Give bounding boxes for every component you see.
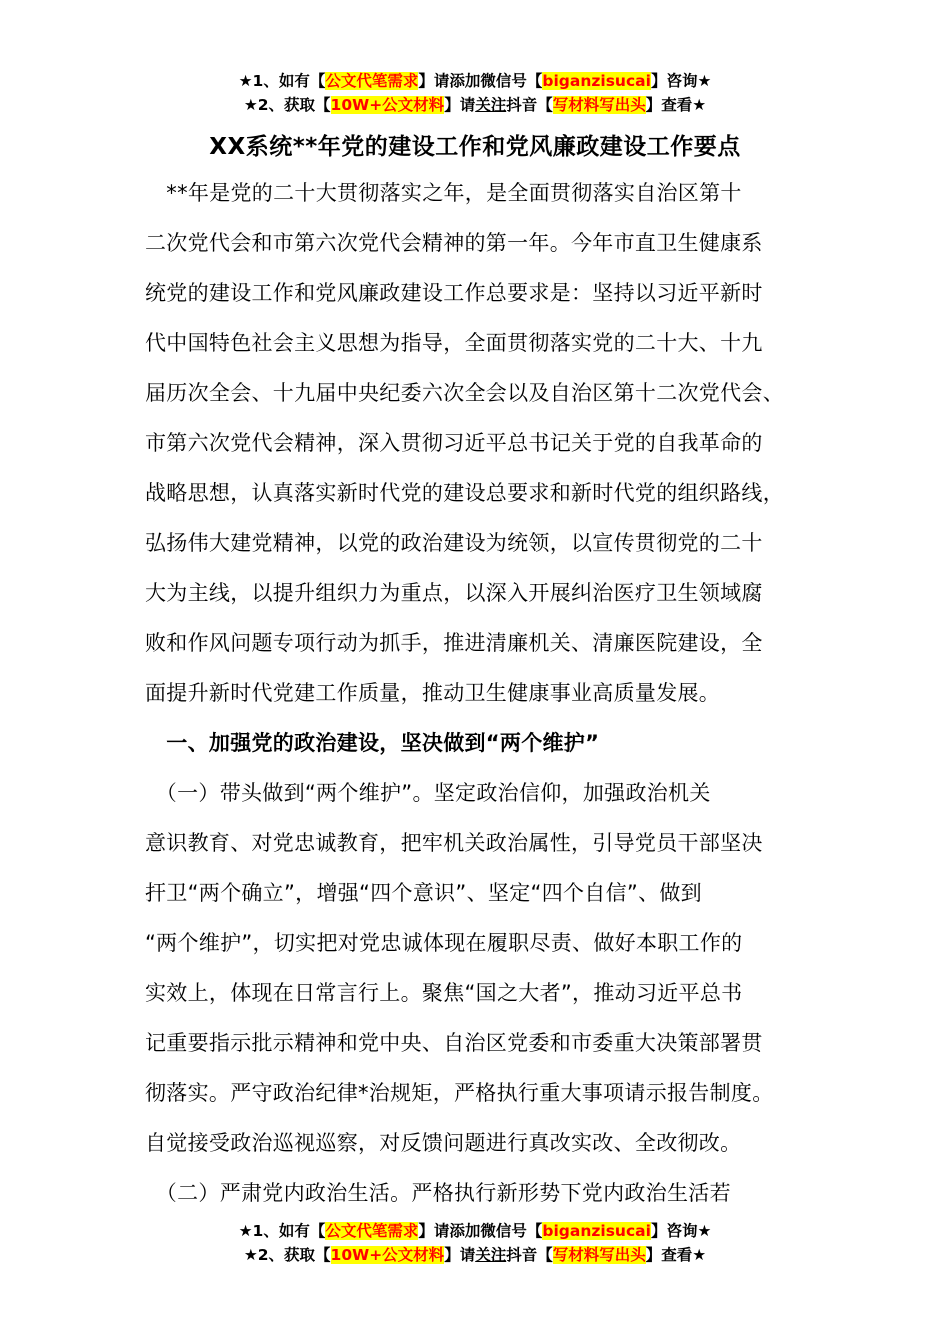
body-line: 实效上，体现在日常言行上。聚焦“国之大者”，推动习近平总书 — [145, 981, 743, 1005]
promo-highlight: 写材料写出头 — [552, 96, 646, 114]
body-line: 弘扬伟大建党精神，以党的政治建设为统领，以宣传贯彻党的二十 — [145, 531, 763, 555]
promo-text: 】咨询★ — [650, 72, 712, 90]
body-line: 意识教育、对党忠诚教育，把牢机关政治属性，引导党员干部坚决 — [145, 831, 763, 855]
promo-text: 】咨询★ — [650, 1222, 712, 1240]
promo-wechat-id: biganzisucai — [542, 1222, 651, 1240]
promo-text: ★2、获取【 — [243, 1246, 331, 1264]
promo-text: 抖音【 — [506, 96, 553, 114]
body-line: （二）严肃党内政治生活。严格执行新形势下党内政治生活若 — [145, 1181, 731, 1205]
promo-text: 】请添加微信号【 — [418, 1222, 543, 1240]
promo-text: 】查看★ — [645, 96, 707, 114]
promo-highlight: 写材料写出头 — [552, 1246, 646, 1264]
body-line: 扞卫“两个确立”，增强“四个意识”、坚定“四个自信”、做到 — [145, 881, 702, 905]
body-line: **年是党的二十大贯彻落实之年，是全面贯彻落实自治区第十 — [145, 181, 742, 205]
body-line: 大为主线，以提升组织力为重点，以深入开展纠治医疗卫生领域腐 — [145, 581, 763, 605]
promo-underlined: 关注 — [475, 96, 507, 114]
promo-text: 】请 — [444, 96, 476, 114]
document-title: XX系统**年党的建设工作和党风廉政建设工作要点 — [209, 134, 741, 160]
promo-line-1 — [0, 70, 950, 92]
promo-line-2-footer — [0, 1244, 950, 1266]
body-line: 面提升新时代党建工作质量，推动卫生健康事业高质量发展。 — [145, 681, 721, 705]
body-line: 届历次全会、十九届中央纪委六次全会以及自治区第十二次党代会、 — [145, 381, 784, 405]
promo-text: 】查看★ — [645, 1246, 707, 1264]
promo-wechat-id: biganzisucai — [542, 72, 651, 90]
promo-line-2 — [0, 94, 950, 116]
promo-highlight: 10W+公文材料 — [330, 1246, 445, 1264]
body-line: 统党的建设工作和党风廉政建设工作总要求是：坚持以习近平新时 — [145, 281, 763, 305]
promo-text: 】请 — [444, 1246, 476, 1264]
body-line: 记重要指示批示精神和党中央、自治区党委和市委重大决策部署贯 — [145, 1031, 763, 1055]
body-line: （一）带头做到“两个维护”。坚定政治信仰，加强政治机关 — [145, 781, 711, 805]
promo-text: ★1、如有【 — [238, 1222, 326, 1240]
body-line: 战略思想，认真落实新时代党的建设总要求和新时代党的组织路线， — [145, 481, 784, 505]
body-line: 市第六次党代会精神，深入贯彻习近平总书记关于党的自我革命的 — [145, 431, 763, 455]
body-line: 代中国特色社会主义思想为指导，全面贯彻落实党的二十大、十九 — [145, 331, 763, 355]
body-line: 彻落实。严守政治纪律*治规矩，严格执行重大事项请示报告制度。 — [145, 1081, 774, 1105]
promo-line-1-footer — [0, 1220, 950, 1242]
promo-text: ★1、如有【 — [238, 72, 326, 90]
promo-highlight: 10W+公文材料 — [330, 96, 445, 114]
body-line: 败和作风问题专项行动为抓手，推进清廉机关、清廉医院建设，全 — [145, 631, 763, 655]
body-line: 二次党代会和市第六次党代会精神的第一年。今年市直卫生健康系 — [145, 231, 763, 255]
promo-highlight: 公文代笔需求 — [325, 72, 419, 90]
promo-underlined: 关注 — [475, 1246, 507, 1264]
promo-text: 】请添加微信号【 — [418, 72, 543, 90]
promo-highlight: 公文代笔需求 — [325, 1222, 419, 1240]
body-line: 自觉接受政治巡视巡察，对反馈问题进行真改实改、全改彻改。 — [145, 1131, 742, 1155]
promo-text: ★2、获取【 — [243, 96, 331, 114]
body-line: “两个维护”，切实把对党忠诚体现在履职尽责、做好本职工作的 — [145, 931, 743, 955]
promo-text: 抖音【 — [506, 1246, 553, 1264]
section-heading: 一、加强党的政治建设，坚决做到“两个维护” — [145, 731, 600, 755]
